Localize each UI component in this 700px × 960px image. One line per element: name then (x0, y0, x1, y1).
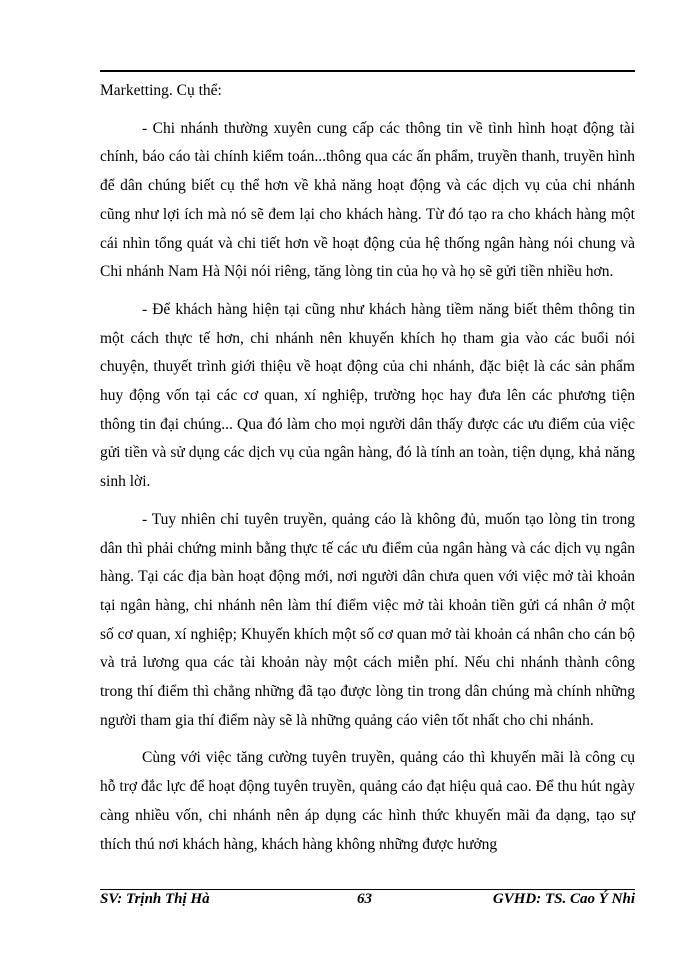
page-footer (100, 891, 635, 913)
intro-line: Marketting. Cụ thể: (100, 82, 222, 99)
header-rule (100, 70, 635, 72)
document-body (100, 77, 635, 868)
footer-rule (100, 889, 635, 890)
page-number: 63 (357, 891, 372, 907)
paragraph-1: - Chi nhánh thường xuyên cung cấp các thông tin về tình hình hoạt động tài chính, báo cáo tài chính kiểm toán...thông qua các ấn phẩm, truyền thanh, truyền hình để dân chúng biết cụ thể hơn về khả năng hoạt động và các dịch vụ của chi nhánh cũng như lợi ích mà nó sẽ đem lại cho khách hàng. Từ đó tạo ra cho khách hàng một cái nhìn tổng quát và chi tiết hơn về hoạt động của hệ thống ngân hàng nói chung và Chi nhánh Nam Hà Nội nói riêng, tăng lòng tin của họ và họ sẽ gửi tiền nhiều hơn. (100, 119, 635, 281)
paragraph-4: Cùng với việc tăng cường tuyên truyền, quảng cáo thì khuyến mãi là công cụ hỗ trợ đắc lực để hoạt động tuyên truyền, quảng cáo đạt hiệu quả cao. Để thu hút ngày càng nhiều vốn, chi nhánh nên áp dụng các hình thức khuyến mãi đa dạng, tạo sự thích thú nơi khách hàng, khách hàng không những được hưởng (100, 749, 635, 853)
advisor-name: GVHD: TS. Cao Ý Nhi (492, 891, 635, 907)
paragraph-2: - Để khách hàng hiện tại cũng như khách hàng tiềm năng biết thêm thông tin một cách thực tế hơn, chi nhánh nên khuyến khích họ tham gia vào các buổi nói chuyện, thuyết trình giới thiệu về hoạt động của chi nhánh, đặc biệt là các sản phẩm huy động vốn tại các cơ quan, xí nghiệp, trường học hay đưa lên các phương tiện thông tin đại chúng... Qua đó làm cho mọi người dân thấy được các ưu điểm của việc gửi tiền và sử dụng các dịch vụ của ngân hàng, đó là tính an toàn, tiện dụng, khả năng sinh lời. (100, 300, 635, 491)
paragraph-3: - Tuy nhiên chỉ tuyên truyền, quảng cáo là không đủ, muốn tạo lòng tin trong dân thì phải chứng minh bằng thực tế các ưu điểm của ngân hàng và các dịch vụ ngân hàng. Tại các địa bàn hoạt động mới, nơi người dân chưa quen với việc mở tài khoản tại ngân hàng, chi nhánh nên làm thí điểm việc mở tài khoản tiền gửi cá nhân ở một số cơ quan, xí nghiệp; Khuyến khích một số cơ quan mở tài khoản cá nhân cho cán bộ và trả lương qua các tài khoản này một cách miễn phí. Nếu chi nhánh thành công trong thí điểm thì chẳng những đã tạo được lòng tin trong dân chúng mà chính những người tham gia thí điểm này sẽ là những quảng cáo viên tốt nhất cho chi nhánh. (100, 510, 635, 729)
student-name: SV: Trịnh Thị Hà (100, 891, 210, 907)
